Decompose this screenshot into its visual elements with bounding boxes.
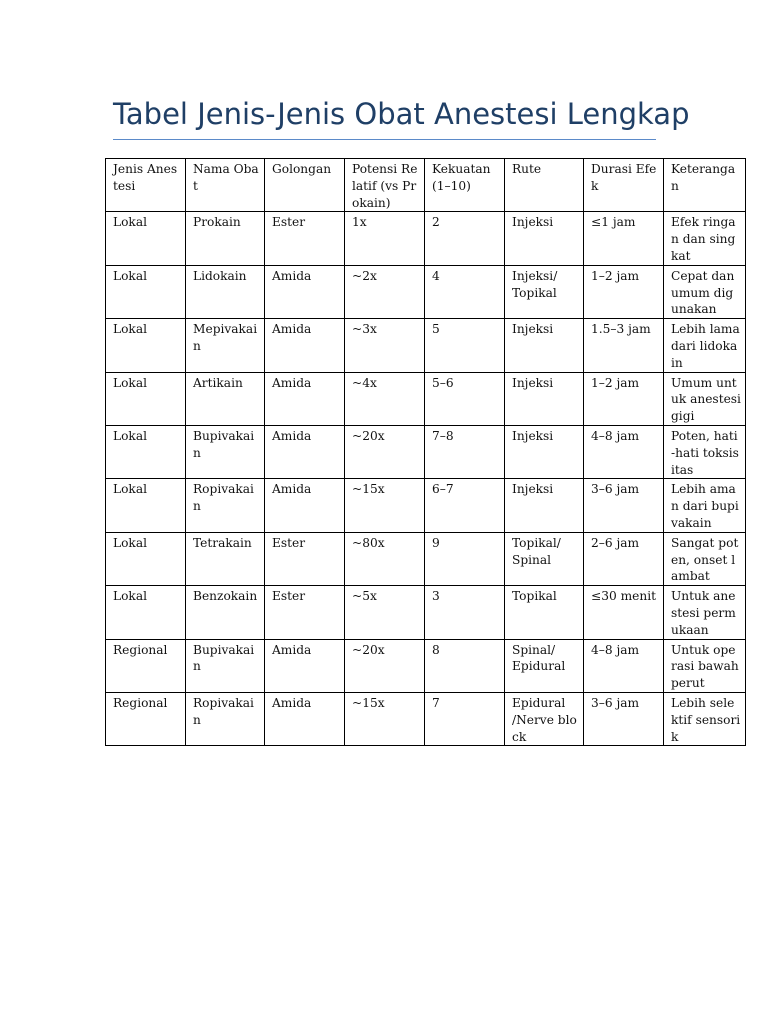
table-header-row bbox=[106, 159, 746, 212]
table-cell-potensi-relatif: ~20x bbox=[345, 639, 425, 692]
table-cell-jenis-anestesi: Regional bbox=[106, 639, 186, 692]
table-cell-golongan: Amida bbox=[265, 319, 345, 372]
table-cell-golongan: Ester bbox=[265, 212, 345, 265]
table-cell-kekuatan: 7 bbox=[425, 692, 505, 745]
table-cell-golongan: Amida bbox=[265, 265, 345, 318]
table-cell-durasi-efek: 3–6 jam bbox=[584, 692, 664, 745]
table-cell-durasi-efek: 2–6 jam bbox=[584, 532, 664, 585]
table-cell-kekuatan: 2 bbox=[425, 212, 505, 265]
page-title: Tabel Jenis-Jenis Obat Anestesi Lengkap bbox=[113, 97, 690, 131]
table-cell-jenis-anestesi: Lokal bbox=[106, 425, 186, 478]
table-cell-golongan: Amida bbox=[265, 425, 345, 478]
table-cell-nama-obat: Mepivakain bbox=[186, 319, 265, 372]
table-cell-potensi-relatif: ~5x bbox=[345, 586, 425, 639]
table-cell-keterangan: Poten, hati-hati toksisitas bbox=[664, 425, 746, 478]
table-cell-rute: Spinal/ Epidural bbox=[505, 639, 584, 692]
table-cell-keterangan: Efek ringan dan singkat bbox=[664, 212, 746, 265]
table-cell-keterangan: Umum untuk anestesi gigi bbox=[664, 372, 746, 425]
table-cell-rute: Injeksi bbox=[505, 425, 584, 478]
header-cell-durasi-efek: Durasi Efek bbox=[584, 159, 664, 212]
table-cell-keterangan: Cepat dan umum digunakan bbox=[664, 265, 746, 318]
table-cell-durasi-efek: 1–2 jam bbox=[584, 372, 664, 425]
table-row bbox=[106, 586, 746, 639]
table-row bbox=[106, 319, 746, 372]
header-cell-keterangan: Keterangan bbox=[664, 159, 746, 212]
table-cell-durasi-efek: ≤1 jam bbox=[584, 212, 664, 265]
table-row bbox=[106, 479, 746, 532]
table-cell-rute: Injeksi bbox=[505, 319, 584, 372]
table-cell-nama-obat: Bupivakain bbox=[186, 639, 265, 692]
table-cell-jenis-anestesi: Lokal bbox=[106, 212, 186, 265]
table-cell-potensi-relatif: ~20x bbox=[345, 425, 425, 478]
table-cell-potensi-relatif: ~2x bbox=[345, 265, 425, 318]
table-row bbox=[106, 265, 746, 318]
table-cell-kekuatan: 8 bbox=[425, 639, 505, 692]
table-cell-durasi-efek: 1.5–3 jam bbox=[584, 319, 664, 372]
table-cell-potensi-relatif: ~15x bbox=[345, 692, 425, 745]
table-cell-golongan: Ester bbox=[265, 586, 345, 639]
table-cell-keterangan: Sangat poten, onset lambat bbox=[664, 532, 746, 585]
header-cell-kekuatan: Kekuatan (1–10) bbox=[425, 159, 505, 212]
header-cell-golongan: Golongan bbox=[265, 159, 345, 212]
table-cell-kekuatan: 7–8 bbox=[425, 425, 505, 478]
table-cell-kekuatan: 4 bbox=[425, 265, 505, 318]
table-cell-rute: Injeksi/ Topikal bbox=[505, 265, 584, 318]
table-row bbox=[106, 639, 746, 692]
header-cell-rute: Rute bbox=[505, 159, 584, 212]
table-cell-golongan: Amida bbox=[265, 692, 345, 745]
table-cell-durasi-efek: 4–8 jam bbox=[584, 425, 664, 478]
table-cell-nama-obat: Bupivakain bbox=[186, 425, 265, 478]
table-cell-kekuatan: 6–7 bbox=[425, 479, 505, 532]
table-cell-nama-obat: Ropivakain bbox=[186, 692, 265, 745]
table-cell-rute: Injeksi bbox=[505, 372, 584, 425]
table-cell-durasi-efek: 3–6 jam bbox=[584, 479, 664, 532]
title-divider bbox=[113, 139, 656, 140]
table-cell-potensi-relatif: ~80x bbox=[345, 532, 425, 585]
table-cell-keterangan: Lebih selektif sensorik bbox=[664, 692, 746, 745]
table-cell-potensi-relatif: 1x bbox=[345, 212, 425, 265]
table-cell-potensi-relatif: ~3x bbox=[345, 319, 425, 372]
table-row bbox=[106, 692, 746, 745]
table-cell-kekuatan: 5–6 bbox=[425, 372, 505, 425]
table-cell-jenis-anestesi: Lokal bbox=[106, 319, 186, 372]
table-cell-golongan: Amida bbox=[265, 479, 345, 532]
table-cell-nama-obat: Artikain bbox=[186, 372, 265, 425]
header-cell-jenis-anestesi: Jenis Anestesi bbox=[106, 159, 186, 212]
table-cell-jenis-anestesi: Lokal bbox=[106, 372, 186, 425]
table-row bbox=[106, 425, 746, 478]
table-cell-jenis-anestesi: Regional bbox=[106, 692, 186, 745]
table-cell-potensi-relatif: ~15x bbox=[345, 479, 425, 532]
header-cell-nama-obat: Nama Obat bbox=[186, 159, 265, 212]
table-cell-nama-obat: Ropivakain bbox=[186, 479, 265, 532]
table-cell-kekuatan: 5 bbox=[425, 319, 505, 372]
table-cell-golongan: Amida bbox=[265, 372, 345, 425]
table-cell-durasi-efek: 1–2 jam bbox=[584, 265, 664, 318]
table-cell-jenis-anestesi: Lokal bbox=[106, 532, 186, 585]
table-row bbox=[106, 532, 746, 585]
table-cell-nama-obat: Prokain bbox=[186, 212, 265, 265]
table-cell-kekuatan: 9 bbox=[425, 532, 505, 585]
table-cell-nama-obat: Tetrakain bbox=[186, 532, 265, 585]
table-row bbox=[106, 372, 746, 425]
table-cell-keterangan: Lebih aman dari bupivakain bbox=[664, 479, 746, 532]
table-cell-jenis-anestesi: Lokal bbox=[106, 265, 186, 318]
header-cell-potensi-relatif: Potensi Relatif (vs Prokain) bbox=[345, 159, 425, 212]
table-cell-nama-obat: Lidokain bbox=[186, 265, 265, 318]
table-cell-rute: Injeksi bbox=[505, 212, 584, 265]
table-cell-durasi-efek: ≤30 menit bbox=[584, 586, 664, 639]
anesthetic-drug-table bbox=[105, 158, 746, 746]
table-cell-rute: Topikal/ Spinal bbox=[505, 532, 584, 585]
table-cell-jenis-anestesi: Lokal bbox=[106, 586, 186, 639]
table-cell-keterangan: Untuk operasi bawah perut bbox=[664, 639, 746, 692]
table-cell-rute: Epidural /Nerve block bbox=[505, 692, 584, 745]
table-cell-rute: Topikal bbox=[505, 586, 584, 639]
table-cell-kekuatan: 3 bbox=[425, 586, 505, 639]
table-cell-jenis-anestesi: Lokal bbox=[106, 479, 186, 532]
table-cell-nama-obat: Benzokain bbox=[186, 586, 265, 639]
table-row bbox=[106, 212, 746, 265]
table-cell-durasi-efek: 4–8 jam bbox=[584, 639, 664, 692]
table-cell-golongan: Amida bbox=[265, 639, 345, 692]
table-cell-keterangan: Lebih lama dari lidokain bbox=[664, 319, 746, 372]
table-cell-golongan: Ester bbox=[265, 532, 345, 585]
table-cell-rute: Injeksi bbox=[505, 479, 584, 532]
table-cell-potensi-relatif: ~4x bbox=[345, 372, 425, 425]
table-cell-keterangan: Untuk anestesi permukaan bbox=[664, 586, 746, 639]
